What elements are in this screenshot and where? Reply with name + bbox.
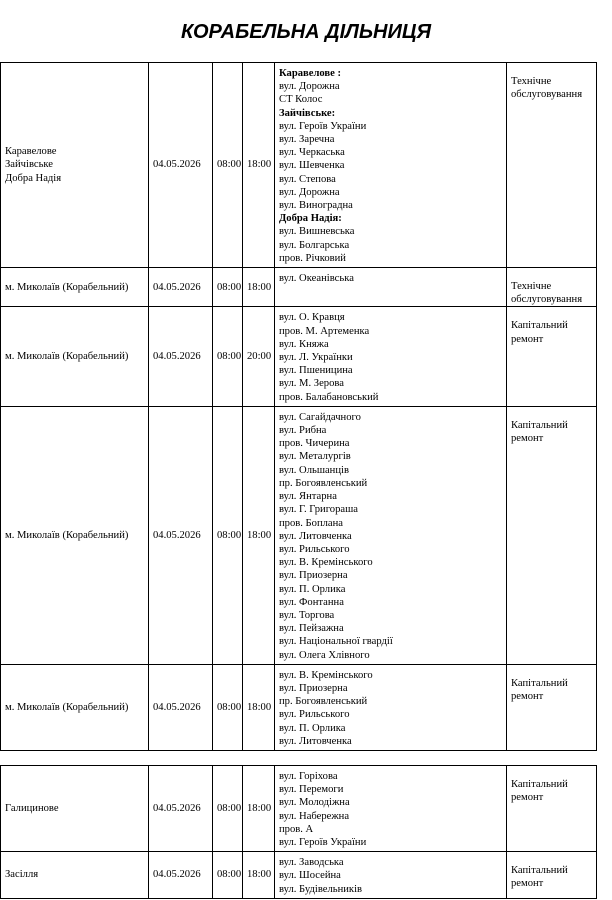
date-cell: 04.05.2026 (149, 307, 213, 406)
street-name: вул. Набережна (279, 810, 350, 822)
streets-cell (275, 852, 507, 899)
street-name: вул. П. Орлика (279, 583, 346, 595)
settlement-cell (1, 766, 149, 852)
street-name: вул. Героїв України (279, 120, 367, 132)
settlement-name: м. Миколаїв (Корабельний) (5, 701, 129, 713)
street-name: вул. Фонтанна (279, 596, 344, 608)
streets-cell (275, 307, 507, 406)
table-row (1, 307, 597, 406)
start-time-cell: 08:00 (213, 852, 243, 899)
street-name: вул. Сагайдачного (279, 411, 361, 423)
table-row (1, 63, 597, 268)
streets-cell (275, 406, 507, 664)
work-type: Капітальний ремонт (511, 779, 568, 804)
date-cell: 04.05.2026 (149, 406, 213, 664)
street-name: вул. О. Кравця (279, 312, 345, 324)
street-name: вул. Рильського (279, 543, 350, 555)
start-time-cell: 08:00 (213, 268, 243, 307)
end-time-cell: 18:00 (243, 766, 275, 852)
street-name: вул. Металургів (279, 451, 351, 463)
start-time-cell: 08:00 (213, 307, 243, 406)
street-name: вул. П. Орлика (279, 722, 346, 734)
settlement-name: Каравелове (5, 146, 57, 158)
street-name: вул. Л. Українки (279, 352, 353, 364)
end-time-cell: 18:00 (243, 406, 275, 664)
street-name: вул. Дорожна (279, 186, 340, 198)
street-group-heading: Добра Надія: (279, 213, 342, 225)
settlement-name: Галицинове (5, 803, 59, 814)
street-name: пр. Богоявленський (279, 477, 368, 489)
work-type: Капітальний ремонт (511, 419, 568, 445)
settlement-name: м. Миколаїв (Корабельний) (5, 351, 129, 363)
street-name: вул. Литовченка (279, 530, 352, 542)
street-name: вул. Болгарська (279, 239, 350, 251)
street-name: пров. А (279, 823, 314, 835)
settlement-name: Засілля (5, 869, 39, 881)
end-time-cell: 18:00 (243, 852, 275, 899)
street-name: пров. М. Артеменка (279, 325, 370, 337)
street-group-heading: Каравелове : (279, 68, 342, 79)
work-type: Капітальний ремонт (511, 320, 568, 345)
street-name: вул. Вишневська (279, 226, 355, 238)
street-name: пр. Богоявленський (279, 696, 368, 708)
settlement-name: м. Миколаїв (Корабельний) (5, 281, 129, 293)
settlement-cell (1, 63, 149, 268)
end-time-cell: 18:00 (243, 63, 275, 268)
street-name: вул. Рибна (279, 425, 327, 437)
street-name: вул. Ольшанців (279, 464, 349, 476)
street-name: вул. Рильського (279, 709, 350, 721)
street-name: вул. Приозерна (279, 570, 348, 582)
work-type: Технічне обслуговування (511, 281, 583, 306)
date-cell: 04.05.2026 (149, 664, 213, 750)
table-row (1, 852, 597, 899)
end-time-cell: 18:00 (243, 664, 275, 750)
table-row (1, 766, 597, 852)
street-name: вул. Горіхова (279, 771, 338, 782)
street-name: вул. Приозерна (279, 682, 348, 694)
street-name: СТ Колос (279, 94, 323, 106)
street-name: вул. В. Кремінського (279, 669, 373, 681)
street-name: вул. Г. Григораша (279, 504, 358, 516)
streets-cell (275, 766, 507, 852)
street-name: вул. Заречна (279, 134, 335, 146)
table-row (1, 406, 597, 664)
start-time-cell: 08:00 (213, 63, 243, 268)
settlement-cell (1, 852, 149, 899)
street-name: вул. Княжа (279, 338, 329, 350)
street-name: вул. Степова (279, 173, 336, 185)
streets-cell (275, 63, 507, 268)
street-name: вул. Янтарна (279, 491, 337, 503)
work-type-cell (507, 664, 597, 750)
page-title: КОРАБЕЛЬНА ДІЛЬНИЦЯ (180, 21, 432, 43)
date-cell: 04.05.2026 (149, 63, 213, 268)
start-time-cell: 08:00 (213, 406, 243, 664)
street-name: вул. Виноградна (279, 200, 353, 212)
street-group-heading: Зайчівське: (279, 107, 336, 119)
settlement-name: м. Миколаїв (Корабельний) (5, 529, 129, 541)
table-row (1, 664, 597, 750)
street-name: вул. Будівельників (279, 883, 363, 895)
work-type-cell (507, 268, 597, 307)
work-type-cell (507, 63, 597, 268)
outage-table-1 (0, 62, 597, 751)
work-type: Капітальний ремонт (511, 865, 568, 890)
street-name: вул. Шосейна (279, 870, 341, 882)
work-type: Технічне обслуговування (511, 76, 583, 101)
date-cell: 04.05.2026 (149, 268, 213, 307)
settlement-name: Добра Надія (5, 172, 62, 184)
street-name: вул. Героїв України (279, 837, 367, 849)
date-cell: 04.05.2026 (149, 852, 213, 899)
work-type: Капітальний ремонт (511, 677, 568, 702)
street-name: вул. Молодіжна (279, 797, 350, 809)
settlement-cell (1, 664, 149, 750)
street-name: пров. Боплана (279, 517, 343, 529)
street-name: вул. Пшеницина (279, 365, 353, 377)
street-name: вул. Заводська (279, 857, 344, 869)
settlement-cell (1, 307, 149, 406)
street-name: вул. Олега Хлівного (279, 649, 370, 661)
street-name: вул. Черкаська (279, 147, 345, 159)
settlement-name: Зайчівське (5, 159, 54, 171)
street-name: пров. Річковий (279, 252, 346, 264)
start-time-cell: 08:00 (213, 766, 243, 852)
streets-cell (275, 664, 507, 750)
start-time-cell: 08:00 (213, 664, 243, 750)
street-name: вул. Національної гвардії (279, 636, 393, 648)
streets-cell (275, 268, 507, 307)
street-name: пров. Чичерина (279, 438, 350, 450)
street-name: вул. Шевченка (279, 160, 345, 172)
work-type-cell (507, 766, 597, 852)
street-name: вул. Дорожна (279, 81, 340, 93)
end-time-cell: 20:00 (243, 307, 275, 406)
end-time-cell: 18:00 (243, 268, 275, 307)
work-type-cell (507, 307, 597, 406)
table-row (1, 268, 597, 307)
outage-table-2 (0, 765, 597, 899)
street-name: вул. Торгова (279, 609, 335, 621)
street-name: вул. Литовченка (279, 735, 352, 747)
street-name: пров. Балабановський (279, 391, 379, 403)
work-type-cell (507, 852, 597, 899)
street-name: вул. Пейзажна (279, 623, 344, 635)
street-name: вул. Океанівська (279, 273, 354, 285)
date-cell: 04.05.2026 (149, 766, 213, 852)
settlement-cell (1, 406, 149, 664)
street-name: вул. В. Кремінського (279, 557, 373, 569)
street-name: вул. Перемоги (279, 784, 344, 796)
street-name: вул. М. Зерова (279, 378, 344, 390)
settlement-cell (1, 268, 149, 307)
work-type-cell (507, 406, 597, 664)
